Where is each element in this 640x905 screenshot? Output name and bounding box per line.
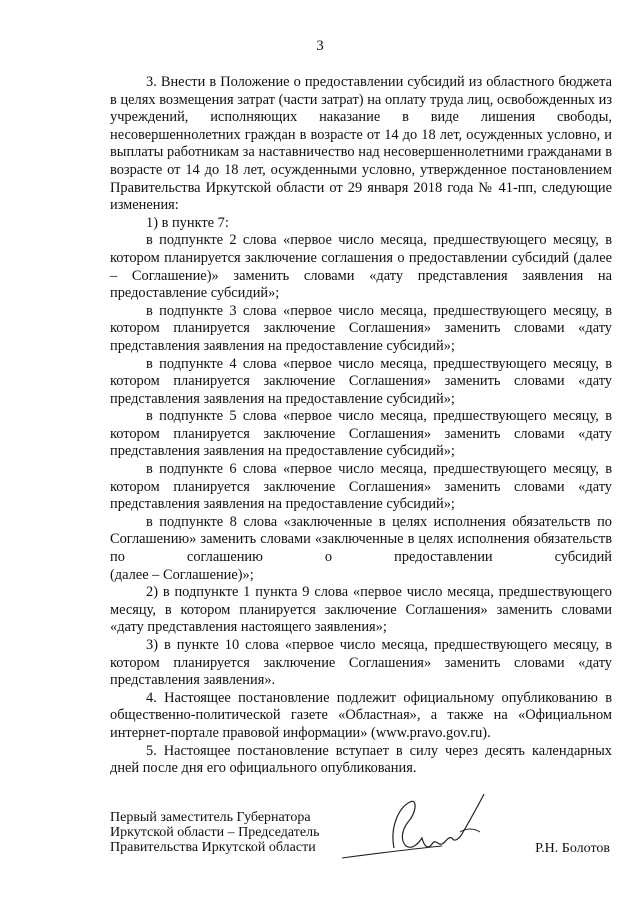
paragraph-subitem-5: в подпункте 5 слова «первое число месяца, предшествующего месяцу, в котором планируется заключение Соглашения» заменить словами «дату представления заявления на предоставление субсидий»; — [110, 408, 612, 460]
paragraph-4: 4. Настоящее постановление подлежит официальному опубликованию в общественно-политической газете «Областная», а также на «Официальном интернет-портале правовой информации» (www.pravo.gov.ru). — [110, 689, 612, 741]
paragraph-subitem-4: в подпункте 4 слова «первое число месяца, предшествующего месяцу, в котором планируется заключение Соглашения» заменить словами «дату представления заявления на предоставление субсидий»; — [110, 355, 612, 407]
paragraph-subitem-8-end: (далее – Соглашение)»; — [110, 566, 254, 583]
signatory-name: Р.Н. Болотов — [535, 841, 610, 856]
paragraph-subitem-2: в подпункте 2 слова «первое число месяца, предшествующего месяцу, в котором планируется заключение соглашения о предоставлении субсидий (далее – Соглашение)» заменить словами «дату представления заявления на предоставление субсидий»; — [110, 232, 612, 302]
paragraph-5: 5. Настоящее постановление вступает в силу через десять календарных дней после дня его официального опубликования. — [110, 742, 612, 777]
signatory-title-line: Первый заместитель Губернатора — [110, 810, 311, 825]
paragraph-subitem-6: в подпункте 6 слова «первое число месяца, предшествующего месяцу, в котором планируется заключение Соглашения» заменить словами «дату представления заявления на предоставление субсидий»; — [110, 461, 612, 513]
paragraph-3: 3. Внести в Положение о предоставлении субсидий из областного бюджета в целях возмещения затрат (части затрат) на оплату труда лиц, освобожденных из учреждений, исполняющих наказание в виде лишения свободы, несовершеннолетних граждан в возрасте от 14 до 18 лет, осужденных условно, и выплаты работникам за наставничество над несовершеннолетними гражданами в возрасте от 14 до 18 лет, осужденными условно, утвержденное постановлением Правительства Иркутской области от 29 января 2018 года № 41-пп, следующие изменения: — [110, 74, 612, 214]
signatory-title-line: Иркутской области – Председатель — [110, 825, 320, 840]
document-body — [110, 74, 612, 778]
signatory-title-line: Правительства Иркутской области — [110, 840, 316, 855]
paragraph-subitem-8: в подпункте 8 слова «заключенные в целях исполнения обязательств по Соглашению» заменить словами «заключенные в целях исполнения обязательств по соглашению о предоставлении субсидий — [110, 513, 612, 566]
paragraph-item-1: 1) в пункте 7: — [146, 214, 229, 231]
paragraph-item-3: 3) в пункте 10 слова «первое число месяца, предшествующего месяцу, в котором планируется заключение Соглашения» заменить словами «дату представления заявления». — [110, 637, 612, 689]
paragraph-item-2: 2) в подпункте 1 пункта 9 слова «первое число месяца, предшествующего месяцу, в котором планируется заключение Соглашения» заменить словами «дату представления настоящего заявления»; — [110, 584, 612, 636]
paragraph-subitem-3: в подпункте 3 слова «первое число месяца, предшествующего месяцу, в котором планируется заключение Соглашения» заменить словами «дату представления заявления на предоставление субсидий»; — [110, 302, 612, 354]
signatory-title — [110, 810, 319, 855]
page-number: 3 — [316, 38, 324, 54]
handwritten-signature — [332, 788, 512, 878]
